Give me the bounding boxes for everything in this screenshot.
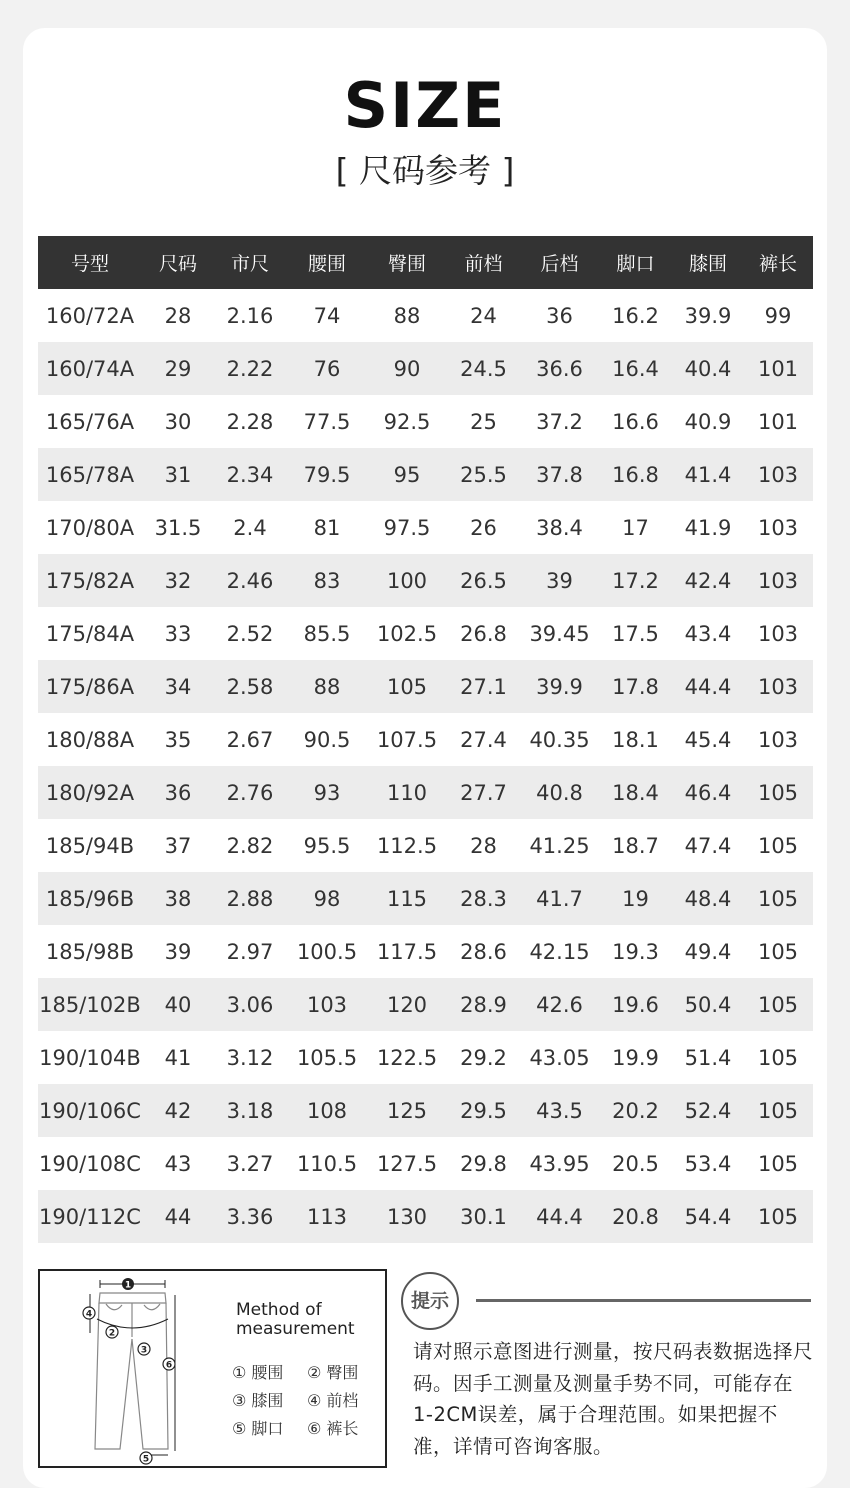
table-cell: 127.5 bbox=[368, 1137, 446, 1190]
table-cell: 165/78A bbox=[38, 448, 142, 501]
table-cell: 90.5 bbox=[286, 713, 368, 766]
table-cell: 27.1 bbox=[446, 660, 521, 713]
table-cell: 105 bbox=[743, 1190, 813, 1243]
table-cell: 30.1 bbox=[446, 1190, 521, 1243]
table-cell: 25 bbox=[446, 395, 521, 448]
pants-illustration bbox=[40, 1271, 230, 1466]
table-cell: 44.4 bbox=[521, 1190, 598, 1243]
page-subtitle: [ 尺码参考 ] bbox=[335, 151, 515, 190]
table-cell: 20.8 bbox=[598, 1190, 673, 1243]
table-cell: 77.5 bbox=[286, 395, 368, 448]
table-row bbox=[38, 1031, 813, 1084]
table-cell: 39.45 bbox=[521, 607, 598, 660]
table-cell: 37 bbox=[142, 819, 214, 872]
table-body bbox=[38, 289, 813, 1243]
table-cell: 41.9 bbox=[673, 501, 743, 554]
table-cell: 24 bbox=[446, 289, 521, 342]
table-cell: 3.18 bbox=[214, 1084, 286, 1137]
table-cell: 98 bbox=[286, 872, 368, 925]
table-cell: 3.12 bbox=[214, 1031, 286, 1084]
table-cell: 2.88 bbox=[214, 872, 286, 925]
table-cell: 100 bbox=[368, 554, 446, 607]
table-cell: 32 bbox=[142, 554, 214, 607]
table-cell: 103 bbox=[743, 660, 813, 713]
marker-5-label: 5 bbox=[142, 1454, 150, 1465]
table-cell: 85.5 bbox=[286, 607, 368, 660]
marker-3-label: 3 bbox=[140, 1345, 148, 1356]
table-cell: 33 bbox=[142, 607, 214, 660]
legend-item: ① 腰围 bbox=[232, 1363, 284, 1382]
table-row bbox=[38, 872, 813, 925]
table-cell: 102.5 bbox=[368, 607, 446, 660]
table-cell: 2.22 bbox=[214, 342, 286, 395]
table-cell: 2.82 bbox=[214, 819, 286, 872]
table-cell: 2.46 bbox=[214, 554, 286, 607]
method-title bbox=[236, 1301, 386, 1339]
table-cell: 110.5 bbox=[286, 1137, 368, 1190]
table-cell: 42.4 bbox=[673, 554, 743, 607]
table-cell: 103 bbox=[743, 713, 813, 766]
marker-4-label: 4 bbox=[85, 1309, 93, 1320]
table-cell: 175/86A bbox=[38, 660, 142, 713]
table-cell: 52.4 bbox=[673, 1084, 743, 1137]
table-cell: 36 bbox=[521, 289, 598, 342]
table-cell: 105 bbox=[743, 925, 813, 978]
table-cell: 28.6 bbox=[446, 925, 521, 978]
table-cell: 125 bbox=[368, 1084, 446, 1137]
tip-divider bbox=[476, 1299, 811, 1302]
table-cell: 41.4 bbox=[673, 448, 743, 501]
table-cell: 40.8 bbox=[521, 766, 598, 819]
table-cell: 37.8 bbox=[521, 448, 598, 501]
table-cell: 3.36 bbox=[214, 1190, 286, 1243]
table-cell: 26.8 bbox=[446, 607, 521, 660]
table-cell: 2.97 bbox=[214, 925, 286, 978]
table-cell: 160/72A bbox=[38, 289, 142, 342]
table-cell: 40.4 bbox=[673, 342, 743, 395]
table-cell: 43.05 bbox=[521, 1031, 598, 1084]
table-cell: 40 bbox=[142, 978, 214, 1031]
table-cell: 29.5 bbox=[446, 1084, 521, 1137]
table-cell: 43.5 bbox=[521, 1084, 598, 1137]
table-cell: 19 bbox=[598, 872, 673, 925]
table-cell: 105 bbox=[743, 819, 813, 872]
table-cell: 103 bbox=[743, 554, 813, 607]
table-cell: 122.5 bbox=[368, 1031, 446, 1084]
table-cell: 107.5 bbox=[368, 713, 446, 766]
table-cell: 17 bbox=[598, 501, 673, 554]
table-row bbox=[38, 978, 813, 1031]
table-cell: 16.4 bbox=[598, 342, 673, 395]
waistband-shape bbox=[99, 1293, 166, 1303]
table-cell: 43 bbox=[142, 1137, 214, 1190]
table-cell: 103 bbox=[743, 501, 813, 554]
table-row bbox=[38, 660, 813, 713]
table-cell: 93 bbox=[286, 766, 368, 819]
table-cell: 180/92A bbox=[38, 766, 142, 819]
table-cell: 112.5 bbox=[368, 819, 446, 872]
table-cell: 29 bbox=[142, 342, 214, 395]
table-cell: 170/80A bbox=[38, 501, 142, 554]
legend-item: ⑤ 脚口 bbox=[232, 1419, 284, 1438]
table-cell: 2.52 bbox=[214, 607, 286, 660]
table-cell: 48.4 bbox=[673, 872, 743, 925]
column-header: 后档 bbox=[521, 236, 598, 289]
table-cell: 35 bbox=[142, 713, 214, 766]
table-cell: 44 bbox=[142, 1190, 214, 1243]
column-header: 市尺 bbox=[214, 236, 286, 289]
table-header-row bbox=[38, 236, 813, 289]
table-cell: 41 bbox=[142, 1031, 214, 1084]
table-cell: 81 bbox=[286, 501, 368, 554]
table-cell: 2.76 bbox=[214, 766, 286, 819]
table-row bbox=[38, 607, 813, 660]
table-cell: 105 bbox=[743, 978, 813, 1031]
table-row bbox=[38, 289, 813, 342]
table-cell: 95.5 bbox=[286, 819, 368, 872]
table-cell: 100.5 bbox=[286, 925, 368, 978]
table-cell: 103 bbox=[743, 448, 813, 501]
table-cell: 105 bbox=[743, 766, 813, 819]
column-header: 前档 bbox=[446, 236, 521, 289]
table-cell: 42.15 bbox=[521, 925, 598, 978]
table-cell: 2.16 bbox=[214, 289, 286, 342]
table-cell: 41.25 bbox=[521, 819, 598, 872]
table-cell: 28 bbox=[446, 819, 521, 872]
column-header: 号型 bbox=[38, 236, 142, 289]
table-cell: 36.6 bbox=[521, 342, 598, 395]
table-cell: 3.06 bbox=[214, 978, 286, 1031]
table-cell: 27.4 bbox=[446, 713, 521, 766]
tip-text: 请对照示意图进行测量，按尺码表数据选择尺码。因手工测量及测量手势不同，可能存在1-2CM误差，属于合理范围。如果把握不准，详情可咨询客服。 bbox=[413, 1340, 814, 1458]
table-cell: 39 bbox=[142, 925, 214, 978]
measurement-legend bbox=[232, 1359, 382, 1443]
table-cell: 17.5 bbox=[598, 607, 673, 660]
legend-item: ⑥ 裤长 bbox=[307, 1419, 359, 1438]
column-header: 臀围 bbox=[368, 236, 446, 289]
right-pocket-shape bbox=[144, 1304, 160, 1310]
table-cell: 130 bbox=[368, 1190, 446, 1243]
table-cell: 103 bbox=[743, 607, 813, 660]
table-cell: 25.5 bbox=[446, 448, 521, 501]
column-header: 腰围 bbox=[286, 236, 368, 289]
table-cell: 44.4 bbox=[673, 660, 743, 713]
table-row bbox=[38, 1190, 813, 1243]
table-cell: 105 bbox=[743, 872, 813, 925]
table-cell: 190/104B bbox=[38, 1031, 142, 1084]
table-cell: 51.4 bbox=[673, 1031, 743, 1084]
table-cell: 105 bbox=[743, 1084, 813, 1137]
table-cell: 47.4 bbox=[673, 819, 743, 872]
table-cell: 103 bbox=[286, 978, 368, 1031]
table-cell: 53.4 bbox=[673, 1137, 743, 1190]
size-table bbox=[38, 236, 813, 1243]
table-cell: 26.5 bbox=[446, 554, 521, 607]
table-cell: 49.4 bbox=[673, 925, 743, 978]
table-cell: 16.8 bbox=[598, 448, 673, 501]
table-cell: 28.3 bbox=[446, 872, 521, 925]
table-cell: 42 bbox=[142, 1084, 214, 1137]
table-cell: 120 bbox=[368, 978, 446, 1031]
legend-item: ③ 膝围 bbox=[232, 1391, 284, 1410]
table-cell: 79.5 bbox=[286, 448, 368, 501]
table-cell: 115 bbox=[368, 872, 446, 925]
table-cell: 45.4 bbox=[673, 713, 743, 766]
table-cell: 2.67 bbox=[214, 713, 286, 766]
table-cell: 20.5 bbox=[598, 1137, 673, 1190]
table-row bbox=[38, 342, 813, 395]
table-cell: 54.4 bbox=[673, 1190, 743, 1243]
table-row bbox=[38, 713, 813, 766]
table-cell: 95 bbox=[368, 448, 446, 501]
table-row bbox=[38, 395, 813, 448]
table-cell: 24.5 bbox=[446, 342, 521, 395]
left-leg-shape bbox=[95, 1303, 132, 1449]
table-cell: 43.95 bbox=[521, 1137, 598, 1190]
table-cell: 105 bbox=[368, 660, 446, 713]
table-cell: 42.6 bbox=[521, 978, 598, 1031]
marker-2-label: 2 bbox=[108, 1328, 116, 1339]
table-cell: 99 bbox=[743, 289, 813, 342]
column-header: 脚口 bbox=[598, 236, 673, 289]
table-cell: 31.5 bbox=[142, 501, 214, 554]
table-cell: 2.28 bbox=[214, 395, 286, 448]
column-header: 膝围 bbox=[673, 236, 743, 289]
table-cell: 88 bbox=[368, 289, 446, 342]
table-cell: 90 bbox=[368, 342, 446, 395]
table-cell: 17.8 bbox=[598, 660, 673, 713]
table-row bbox=[38, 448, 813, 501]
right-leg-shape bbox=[132, 1303, 168, 1449]
legend-item: ④ 前档 bbox=[307, 1391, 359, 1410]
table-cell: 38.4 bbox=[521, 501, 598, 554]
table-cell: 185/102B bbox=[38, 978, 142, 1031]
table-cell: 105.5 bbox=[286, 1031, 368, 1084]
table-cell: 83 bbox=[286, 554, 368, 607]
table-cell: 3.27 bbox=[214, 1137, 286, 1190]
table-row bbox=[38, 1137, 813, 1190]
table-row bbox=[38, 1084, 813, 1137]
table-cell: 19.9 bbox=[598, 1031, 673, 1084]
column-header: 裤长 bbox=[743, 236, 813, 289]
table-cell: 110 bbox=[368, 766, 446, 819]
table-row bbox=[38, 819, 813, 872]
table-row bbox=[38, 501, 813, 554]
legend-item: ② 臀围 bbox=[307, 1363, 359, 1382]
table-cell: 39.9 bbox=[673, 289, 743, 342]
table-cell: 185/96B bbox=[38, 872, 142, 925]
table-cell: 101 bbox=[743, 342, 813, 395]
table-cell: 190/106C bbox=[38, 1084, 142, 1137]
table-cell: 160/74A bbox=[38, 342, 142, 395]
table-cell: 185/98B bbox=[38, 925, 142, 978]
table-cell: 2.4 bbox=[214, 501, 286, 554]
table-cell: 105 bbox=[743, 1137, 813, 1190]
table-cell: 88 bbox=[286, 660, 368, 713]
table-cell: 2.34 bbox=[214, 448, 286, 501]
table-cell: 26 bbox=[446, 501, 521, 554]
table-cell: 37.2 bbox=[521, 395, 598, 448]
table-cell: 27.7 bbox=[446, 766, 521, 819]
table-cell: 76 bbox=[286, 342, 368, 395]
table-cell: 36 bbox=[142, 766, 214, 819]
measurement-diagram bbox=[38, 1269, 387, 1468]
table-cell: 30 bbox=[142, 395, 214, 448]
table-cell: 190/108C bbox=[38, 1137, 142, 1190]
table-cell: 39.9 bbox=[521, 660, 598, 713]
table-cell: 175/84A bbox=[38, 607, 142, 660]
table-cell: 41.7 bbox=[521, 872, 598, 925]
table-cell: 190/112C bbox=[38, 1190, 142, 1243]
table-cell: 117.5 bbox=[368, 925, 446, 978]
method-title-line1: Method of bbox=[236, 1300, 322, 1320]
column-header: 尺码 bbox=[142, 236, 214, 289]
method-title-line2: measurement bbox=[236, 1319, 355, 1339]
table-cell: 101 bbox=[743, 395, 813, 448]
table-cell: 50.4 bbox=[673, 978, 743, 1031]
table-cell: 38 bbox=[142, 872, 214, 925]
table-cell: 2.58 bbox=[214, 660, 286, 713]
table-cell: 185/94B bbox=[38, 819, 142, 872]
marker-1-label: 1 bbox=[124, 1280, 132, 1291]
table-cell: 43.4 bbox=[673, 607, 743, 660]
table-cell: 34 bbox=[142, 660, 214, 713]
table-cell: 20.2 bbox=[598, 1084, 673, 1137]
table-cell: 165/76A bbox=[38, 395, 142, 448]
table-cell: 31 bbox=[142, 448, 214, 501]
tip-badge: 提示 bbox=[401, 1272, 459, 1330]
table-cell: 18.7 bbox=[598, 819, 673, 872]
table-cell: 18.4 bbox=[598, 766, 673, 819]
page-title: SIZE bbox=[343, 69, 507, 142]
left-pocket-shape bbox=[106, 1304, 122, 1310]
table-cell: 29.2 bbox=[446, 1031, 521, 1084]
table-cell: 18.1 bbox=[598, 713, 673, 766]
table-cell: 46.4 bbox=[673, 766, 743, 819]
table-row bbox=[38, 554, 813, 607]
table-cell: 19.6 bbox=[598, 978, 673, 1031]
table-cell: 105 bbox=[743, 1031, 813, 1084]
table-cell: 19.3 bbox=[598, 925, 673, 978]
table-row bbox=[38, 925, 813, 978]
table-cell: 113 bbox=[286, 1190, 368, 1243]
table-cell: 40.9 bbox=[673, 395, 743, 448]
table-row bbox=[38, 766, 813, 819]
table-cell: 29.8 bbox=[446, 1137, 521, 1190]
table-cell: 180/88A bbox=[38, 713, 142, 766]
table-cell: 16.2 bbox=[598, 289, 673, 342]
table-cell: 92.5 bbox=[368, 395, 446, 448]
table-cell: 28.9 bbox=[446, 978, 521, 1031]
table-cell: 28 bbox=[142, 289, 214, 342]
table-cell: 39 bbox=[521, 554, 598, 607]
table-cell: 97.5 bbox=[368, 501, 446, 554]
table-cell: 175/82A bbox=[38, 554, 142, 607]
table-cell: 17.2 bbox=[598, 554, 673, 607]
table-cell: 16.6 bbox=[598, 395, 673, 448]
table-cell: 108 bbox=[286, 1084, 368, 1137]
marker-6-label: 6 bbox=[165, 1360, 173, 1371]
table-cell: 40.35 bbox=[521, 713, 598, 766]
table-cell: 74 bbox=[286, 289, 368, 342]
